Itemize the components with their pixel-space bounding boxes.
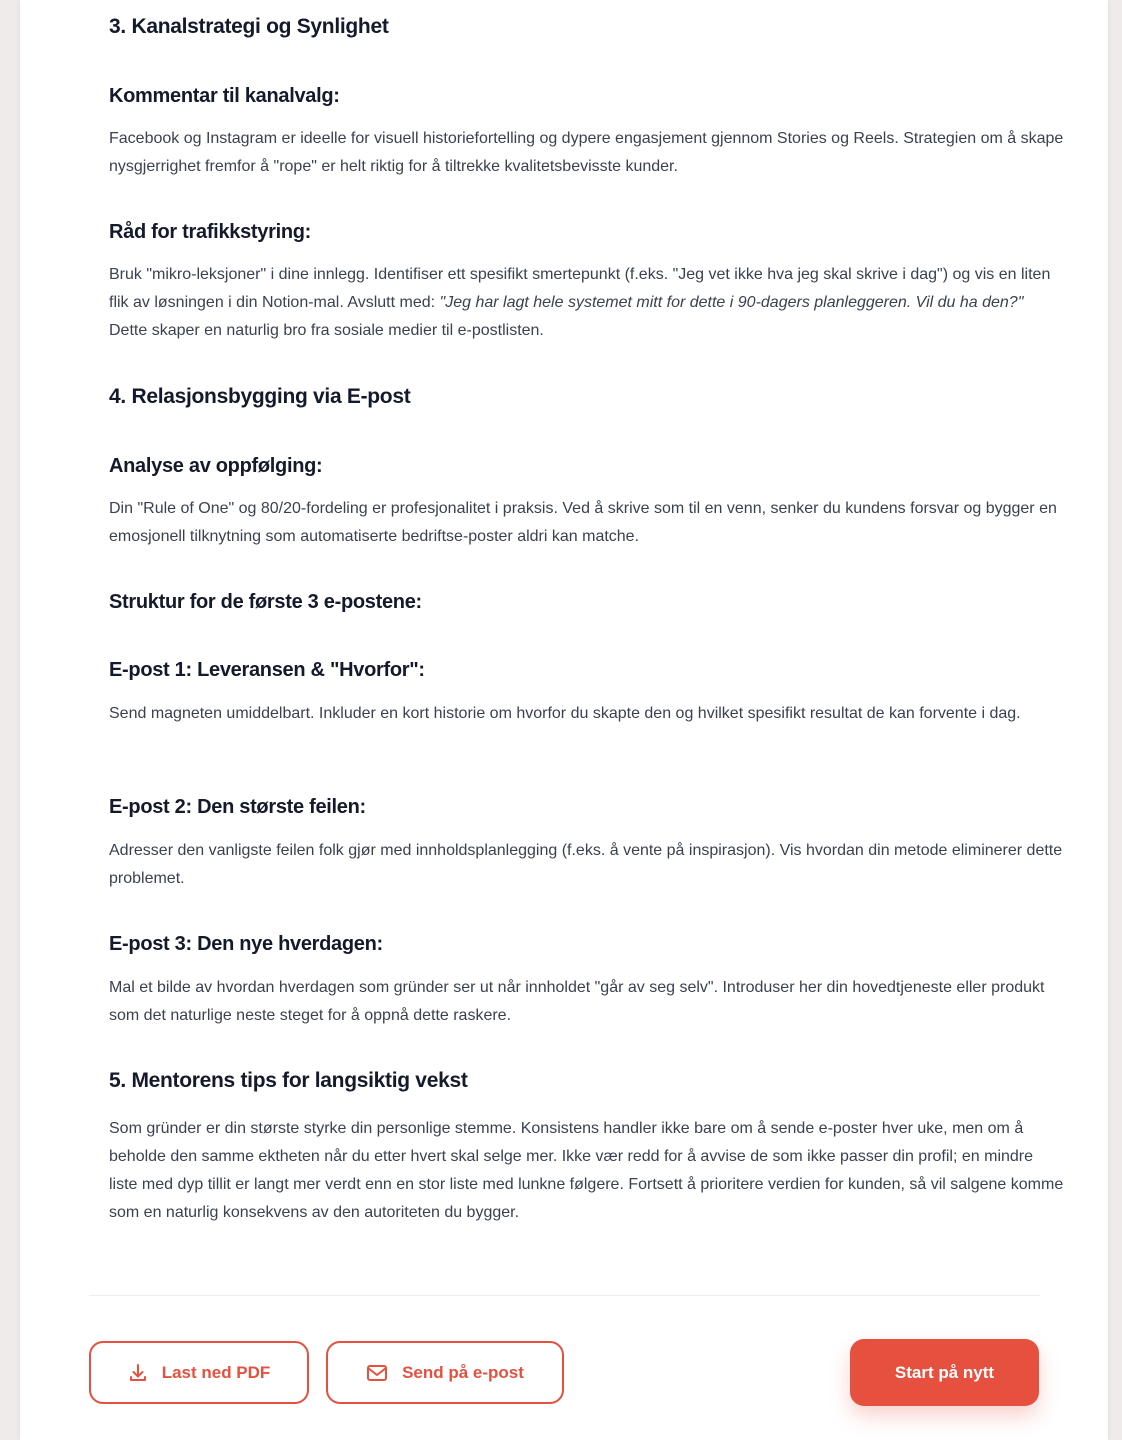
mail-icon [366, 1364, 388, 1382]
paragraph-followup-analysis: Din "Rule of One" og 80/20-fordeling er profesjonalitet i praksis. Ved å skrive som til en venn, senker du kundens forsvar og bygger en emosjonell tilknytning som automatiserte bedriftse-poster aldri kan matche. [109, 500, 1057, 545]
section-title-channel-strategy: 3. Kanalstrategi og Synlighet [109, 15, 389, 38]
subheading-email-3: E-post 3: Den nye hverdagen: [109, 933, 383, 955]
section-title-mentor-tips: 5. Mentorens tips for langsiktig vekst [109, 1069, 468, 1092]
restart-button[interactable] [850, 1339, 1039, 1406]
send-email-button[interactable] [326, 1341, 564, 1404]
subheading-channel-comment: Kommentar til kanalvalg: [109, 85, 340, 107]
download-icon [128, 1363, 148, 1383]
subheading-email-1: E-post 1: Leveransen & "Hvorfor": [109, 659, 425, 681]
paragraph-mentor-tips: Som gründer er din største styrke din personlige stemme. Konsistens handler ikke bare om å sende e-poster hver uke, men om å beholde den samme ektheten når du etter hvert skal selge mer. Ikke vær redd for å avvise de som ikke passer din profil; en mindre liste med dyp tillit er langt mer verdt enn en stor liste med lunkne følgere. Fortsett å prioritere verdien for kunden, så vil salgene komme som en naturlig konsekvens av den autoriteten du bygger. [109, 1120, 1064, 1221]
subheading-traffic-advice: Råd for trafikkstyring: [109, 221, 312, 243]
subheading-email-2: E-post 2: Den største feilen: [109, 796, 366, 818]
download-pdf-label: Last ned PDF [161, 1362, 271, 1382]
download-pdf-button[interactable] [89, 1341, 309, 1404]
section-title-email-relations: 4. Relasjonsbygging via E-post [109, 385, 411, 408]
restart-label: Start på nytt [894, 1362, 995, 1382]
report-card [20, 0, 1108, 1440]
paragraph-email-3: Mal et bilde av hvordan hverdagen som gründer ser ut når innholdet "går av seg selv". Introduser her din hovedtjeneste eller produkt som det naturlige neste steget for å oppnå dette raskere. [109, 979, 1045, 1024]
subheading-email-structure: Struktur for de første 3 e-postene: [109, 591, 422, 613]
divider [89, 1295, 1040, 1296]
traffic-advice-quote: "Jeg har lagt hele systemet mitt for dette i 90-dagers planleggeren. Vil du ha den?" [439, 294, 1024, 311]
paragraph-email-1: Send magneten umiddelbart. Inkluder en kort historie om hvorfor du skapte den og hvilket spesifikt resultat de kan forvente i dag. [109, 705, 1021, 722]
subheading-followup-analysis: Analyse av oppfølging: [109, 455, 323, 477]
traffic-advice-text-end: Dette skaper en naturlig bro fra sosiale medier til e-postlisten. [109, 322, 544, 339]
traffic-advice-text: Bruk "mikro-leksjoner" i dine innlegg. Identifiser ett spesifikt smertepunkt (f.eks. "Jeg vet ikke hva jeg skal skrive i dag") og vis en liten flik av løsningen i din Notion-mal. Avslutt med: [109, 266, 1051, 311]
send-email-label: Send på e-post [402, 1362, 524, 1382]
paragraph-traffic-advice [109, 261, 1064, 345]
paragraph-channel-comment: Facebook og Instagram er ideelle for visuell historiefortelling og dypere engasjement gjennom Stories og Reels. Strategien om å skape nysgjerrighet fremfor å "rope" er helt riktig for å tiltrekke kvalitetsbevisste kunder. [109, 130, 1064, 175]
paragraph-email-2: Adresser den vanligste feilen folk gjør med innholdsplanlegging (f.eks. å vente på inspirasjon). Vis hvordan din metode eliminerer dette problemet. [109, 842, 1063, 887]
